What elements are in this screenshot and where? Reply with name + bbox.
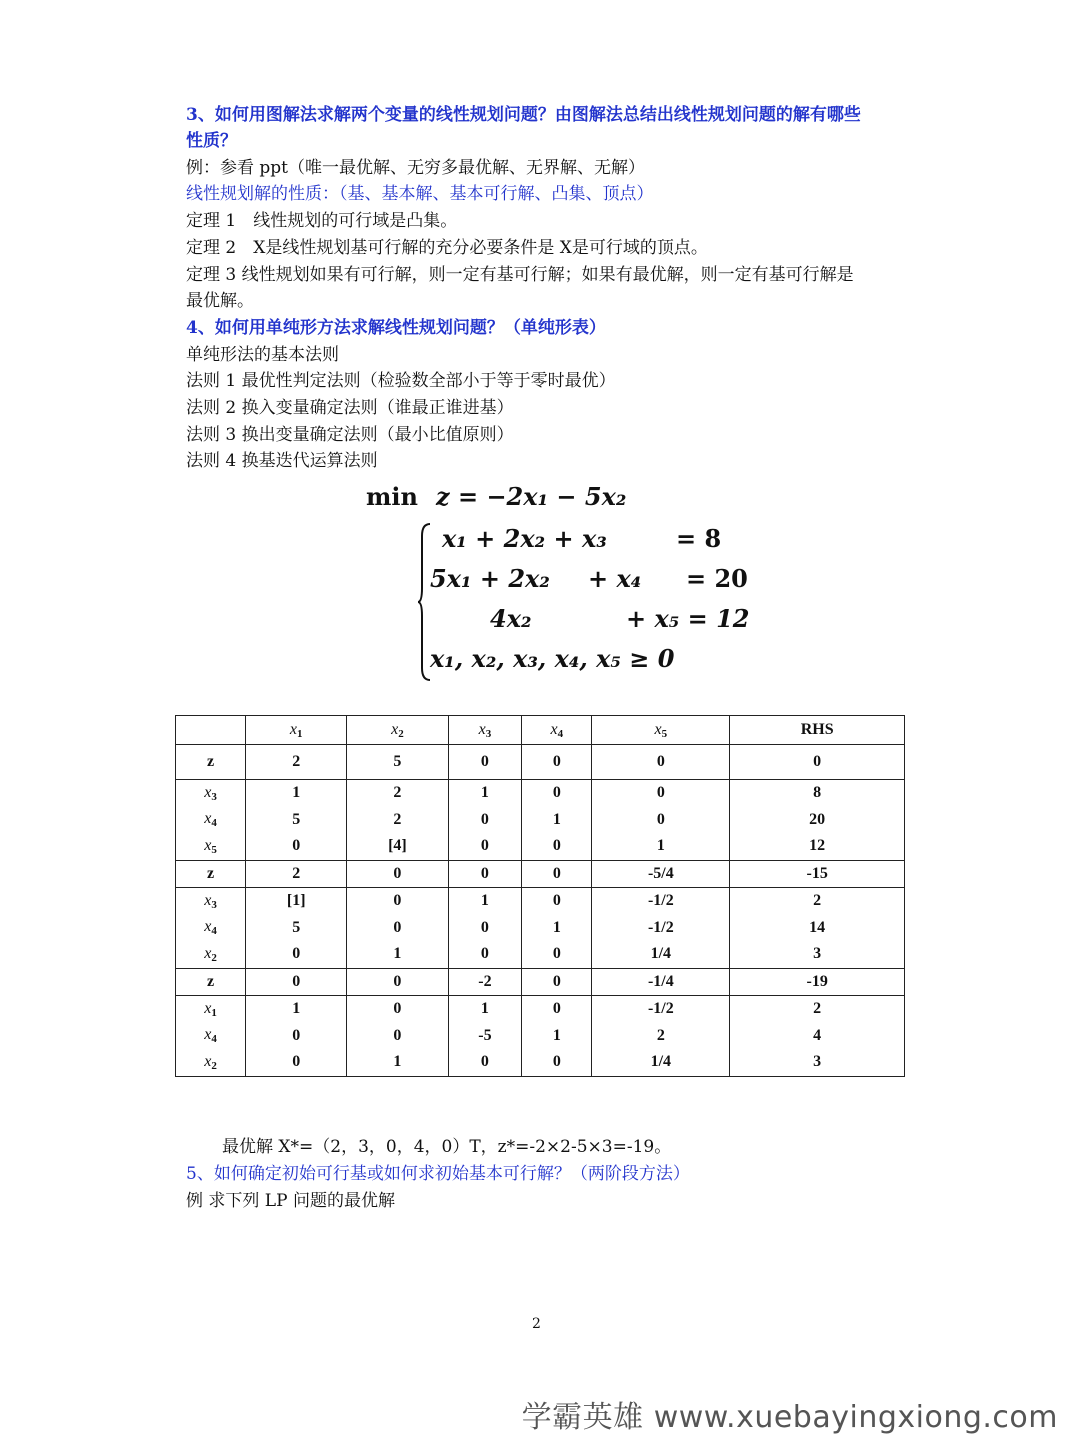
table-cell: 0 (347, 860, 448, 888)
table-cell: 0 (522, 996, 592, 1023)
constraint-2-mid: + x₄ (588, 564, 642, 593)
table-cell: 5 (246, 915, 347, 942)
basis-variable-cell: z (176, 860, 246, 888)
table-cell: 0 (448, 860, 522, 888)
table-cell: 0 (347, 968, 448, 996)
theorem-1: 定理 1 线性规划的可行域是凸集。 (186, 211, 458, 231)
question-3-line2: 性质？ (186, 131, 237, 151)
table-cell: 2 (730, 996, 905, 1023)
table-cell: 1 (246, 996, 347, 1023)
table-cell: 0 (448, 1049, 522, 1076)
rule-1: 法则 1 最优性判定法则（检验数全部小于等于零时最优） (186, 371, 616, 391)
basis-variable-cell: $x_3$ (176, 780, 246, 807)
table-header-cell: $x_2$ (347, 716, 448, 745)
table-header-cell: RHS (730, 716, 905, 745)
table-cell: 0 (730, 745, 905, 780)
table-cell: -2 (448, 968, 522, 996)
table-cell: 0 (347, 1023, 448, 1050)
basis-variable-cell: $x_5$ (176, 833, 246, 860)
table-header-cell: $x_1$ (246, 716, 347, 745)
table-row (176, 807, 905, 834)
constraint-1-rhs: = 8 (676, 524, 722, 553)
constraint-3-rhs: + x₅ = 12 (626, 604, 750, 633)
table-cell: 0 (522, 888, 592, 915)
table-row (176, 915, 905, 942)
table-cell: 3 (730, 941, 905, 968)
table-cell: -1/2 (592, 996, 730, 1023)
table-cell: 5 (246, 807, 347, 834)
table-cell: 4 (730, 1023, 905, 1050)
rule-4: 法则 4 换基迭代运算法则 (186, 451, 378, 471)
basis-variable-cell: $x_2$ (176, 941, 246, 968)
table-header-cell (176, 716, 246, 745)
table-cell: 1 (347, 941, 448, 968)
basis-variable-cell: $x_4$ (176, 807, 246, 834)
table-cell: -5 (448, 1023, 522, 1050)
table-row (176, 941, 905, 968)
table-cell: 2 (246, 860, 347, 888)
watermark-text: 学霸英雄 www.xuebayingxiong.com (521, 1400, 1058, 1435)
question-5: 5、如何确定初始可行基或如何求初始基本可行解？（两阶段方法） (186, 1164, 690, 1184)
table-cell: -1/2 (592, 888, 730, 915)
table-cell: 0 (522, 1049, 592, 1076)
rule-3: 法则 3 换出变量确定法则（最小比值原则） (186, 425, 514, 445)
table-cell: 0 (448, 833, 522, 860)
table-cell: 2 (730, 888, 905, 915)
basis-variable-cell: $x_2$ (176, 1049, 246, 1076)
table-cell: 0 (246, 1023, 347, 1050)
theorem-2: 定理 2 X是线性规划基可行解的充分必要条件是 X是可行域的顶点。 (186, 238, 708, 258)
table-cell: 0 (246, 1049, 347, 1076)
table-cell: 0 (448, 915, 522, 942)
table-header-cell: $x_4$ (522, 716, 592, 745)
table-cell: 1 (522, 1023, 592, 1050)
table-cell: 20 (730, 807, 905, 834)
table-cell: 2 (592, 1023, 730, 1050)
table-header-row (176, 716, 905, 745)
table-row (176, 833, 905, 860)
constraint-2-lhs: 5x₁ + 2x₂ (430, 564, 550, 593)
table-cell: 3 (730, 1049, 905, 1076)
table-cell: 0 (246, 941, 347, 968)
table-cell: 0 (246, 968, 347, 996)
lp-formula (360, 478, 780, 688)
table-row (176, 888, 905, 915)
basis-variable-cell: $x_3$ (176, 888, 246, 915)
table-cell: 2 (347, 780, 448, 807)
table-cell: -19 (730, 968, 905, 996)
table-cell: 0 (448, 745, 522, 780)
question-4: 4、如何用单纯形方法求解线性规划问题？（单纯形表） (186, 318, 606, 338)
example-2: 例 求下列 LP 问题的最优解 (186, 1191, 395, 1211)
basis-variable-cell: $x_1$ (176, 996, 246, 1023)
basis-variable-cell: z (176, 745, 246, 780)
table-cell: 0 (592, 780, 730, 807)
table-cell: 1 (347, 1049, 448, 1076)
page-number: 2 (532, 1316, 541, 1332)
table-row (176, 745, 905, 780)
table-cell: 0 (592, 745, 730, 780)
table-row (176, 1023, 905, 1050)
theorem-3-line1: 定理 3 线性规划如果有可行解，则一定有基可行解；如果有最优解，则一定有基可行解是 (186, 265, 854, 285)
table-row (176, 860, 905, 888)
table-cell: 0 (522, 860, 592, 888)
table-cell: 0 (246, 833, 347, 860)
table-cell: 1 (522, 807, 592, 834)
table-cell: [4] (347, 833, 448, 860)
table-cell: 1/4 (592, 1049, 730, 1076)
table-header-cell: $x_3$ (448, 716, 522, 745)
question-3-line1: 3、如何用图解法求解两个变量的线性规划问题？由图解法总结出线性规划问题的解有哪些 (186, 105, 861, 125)
table-cell: 2 (347, 807, 448, 834)
min-label: min (366, 482, 418, 511)
table-cell: 0 (522, 968, 592, 996)
theorem-3-line2: 最优解。 (186, 291, 254, 311)
basis-variable-cell: z (176, 968, 246, 996)
rule-2: 法则 2 换入变量确定法则（谁最正谁进基） (186, 398, 514, 418)
table-cell: 1 (448, 780, 522, 807)
table-row (176, 780, 905, 807)
table-cell: -1/2 (592, 915, 730, 942)
table-cell: 0 (448, 941, 522, 968)
constraint-2-rhs: = 20 (686, 564, 748, 593)
table-cell: 2 (246, 745, 347, 780)
table-cell: 1 (592, 833, 730, 860)
constraint-3-lhs: 4x₂ (490, 604, 532, 633)
table-cell: 1 (448, 996, 522, 1023)
table-cell: 14 (730, 915, 905, 942)
constraint-1-lhs: x₁ + 2x₂ + x₃ (442, 524, 607, 553)
table-cell: 12 (730, 833, 905, 860)
basis-variable-cell: $x_4$ (176, 1023, 246, 1050)
nonnegativity-constraint: x₁, x₂, x₃, x₄, x₅ ≥ 0 (430, 644, 675, 673)
table-cell: 1/4 (592, 941, 730, 968)
table-cell: 5 (347, 745, 448, 780)
table-cell: 0 (522, 941, 592, 968)
table-cell: 8 (730, 780, 905, 807)
table-cell: 0 (347, 915, 448, 942)
table-cell: 0 (522, 745, 592, 780)
table-cell: 0 (522, 780, 592, 807)
table-row (176, 968, 905, 996)
rules-title: 单纯形法的基本法则 (186, 345, 339, 365)
table-cell: 0 (347, 996, 448, 1023)
table-cell: 0 (347, 888, 448, 915)
table-cell: 0 (592, 807, 730, 834)
table-cell: 1 (246, 780, 347, 807)
simplex-table (175, 715, 905, 1077)
table-cell: -15 (730, 860, 905, 888)
table-row (176, 1049, 905, 1076)
table-row (176, 996, 905, 1023)
table-header-cell: $x_5$ (592, 716, 730, 745)
properties-heading: 线性规划解的性质：（基、基本解、基本可行解、凸集、顶点） (186, 184, 654, 204)
basis-variable-cell: $x_4$ (176, 915, 246, 942)
optimal-solution: 最优解 X*=（2，3，0，4，0）T，z*=-2×2-5×3=-19。 (222, 1137, 672, 1157)
table-cell: -5/4 (592, 860, 730, 888)
table-cell: 1 (522, 915, 592, 942)
table-cell: 0 (448, 807, 522, 834)
table-cell: 1 (448, 888, 522, 915)
objective-function: z = −2x₁ − 5x₂ (436, 482, 627, 511)
table-cell: [1] (246, 888, 347, 915)
table-cell: 0 (522, 833, 592, 860)
example-line: 例：参看 ppt（唯一最优解、无穷多最优解、无界解、无解） (186, 158, 645, 178)
table-cell: -1/4 (592, 968, 730, 996)
